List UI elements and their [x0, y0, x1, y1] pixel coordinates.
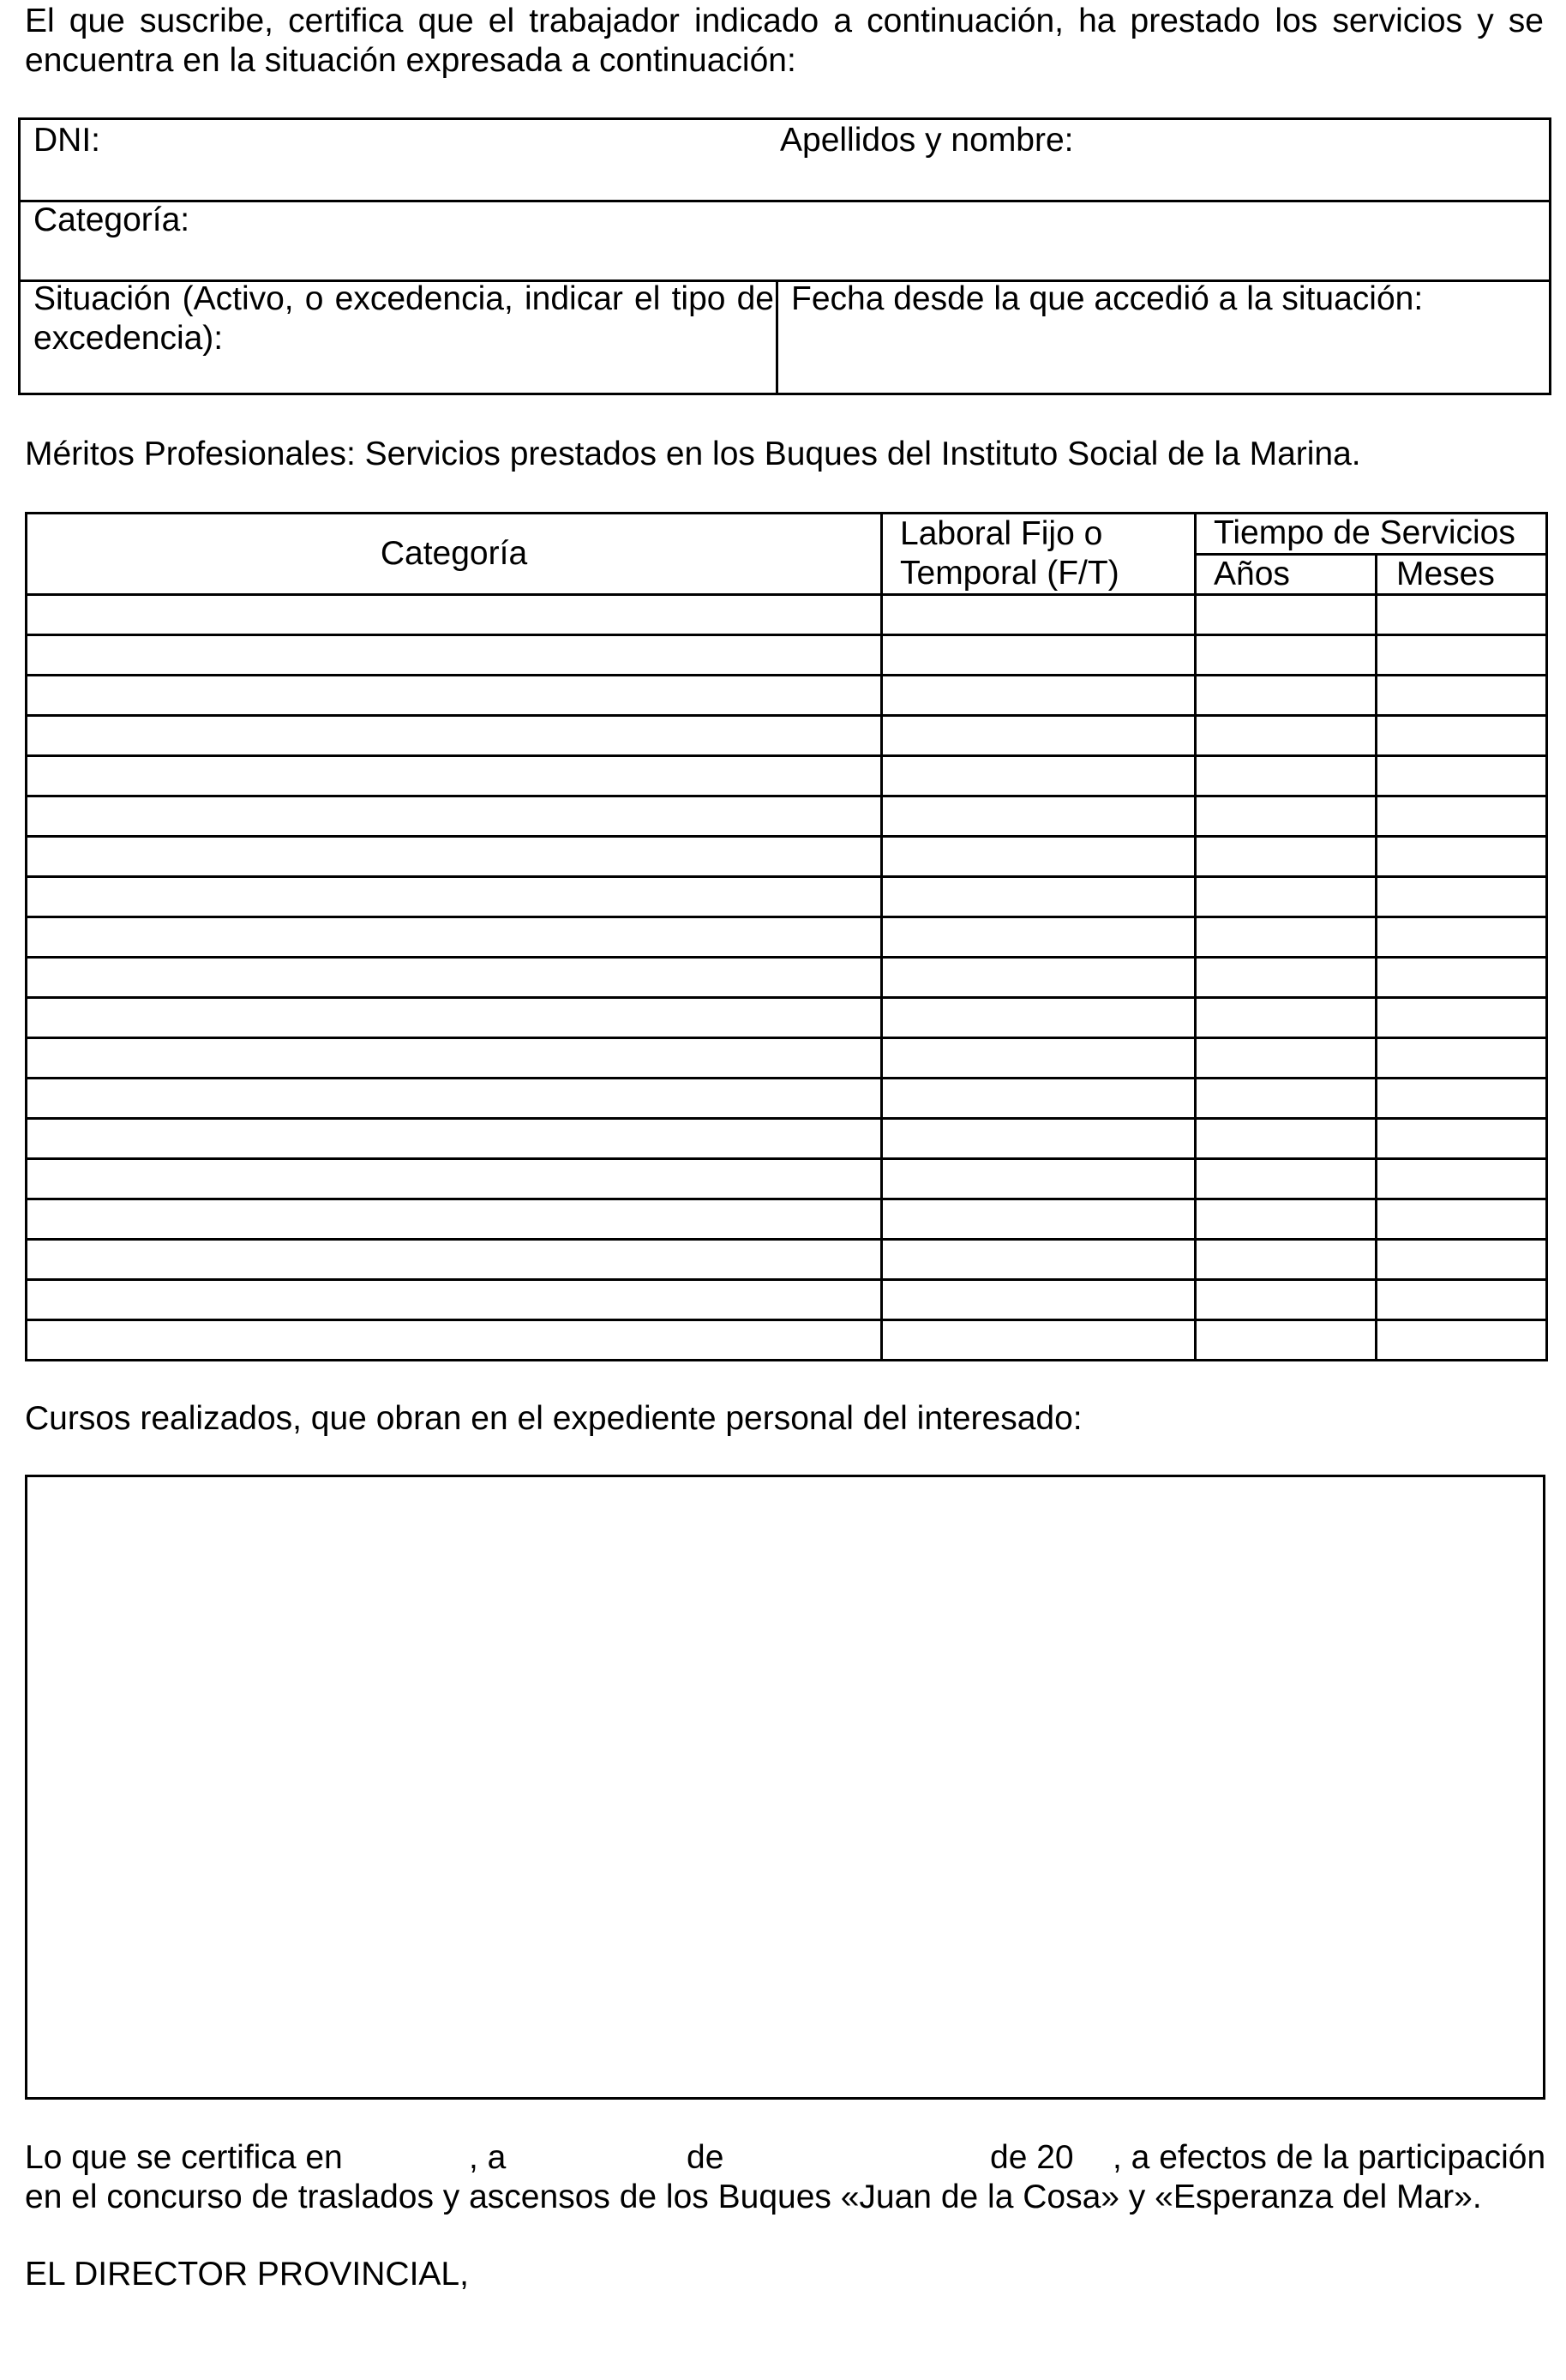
cell-months[interactable]: [1377, 917, 1547, 958]
cell-months[interactable]: [1377, 595, 1547, 635]
cell-years[interactable]: [1196, 917, 1377, 958]
situation-divider: [776, 279, 778, 393]
cell-contract-type[interactable]: [882, 1199, 1196, 1240]
cell-contract-type[interactable]: [882, 998, 1196, 1038]
cell-months[interactable]: [1377, 1240, 1547, 1280]
cell-contract-type[interactable]: [882, 635, 1196, 676]
closing-line-1: [25, 2138, 1545, 2178]
cell-months[interactable]: [1377, 1079, 1547, 1119]
table-row: [27, 998, 1547, 1038]
table-row: [27, 595, 1547, 635]
cell-contract-type[interactable]: [882, 958, 1196, 998]
closing-year-text: de 20: [990, 2139, 1074, 2176]
cell-years[interactable]: [1196, 716, 1377, 756]
cell-years[interactable]: [1196, 998, 1377, 1038]
table-row: [27, 1199, 1547, 1240]
table-row: [27, 756, 1547, 796]
table-row: [27, 1159, 1547, 1199]
cell-years[interactable]: [1196, 1079, 1377, 1119]
cell-months[interactable]: [1377, 1159, 1547, 1199]
merits-title: Méritos Profesionales: Servicios prestados en los Buques del Instituto Social de la Marina.: [25, 436, 1361, 472]
cell-category[interactable]: [27, 1280, 882, 1320]
table-row: [27, 1280, 1547, 1320]
cell-months[interactable]: [1377, 998, 1547, 1038]
signature-title: EL DIRECTOR PROVINCIAL,: [25, 2256, 469, 2293]
cell-category[interactable]: [27, 796, 882, 837]
closing-month-text: de: [687, 2139, 724, 2176]
cell-category[interactable]: [27, 877, 882, 917]
cell-category[interactable]: [27, 998, 882, 1038]
situation-row: [21, 279, 1549, 393]
dni-field[interactable]: DNI:: [33, 122, 100, 159]
cell-contract-type[interactable]: [882, 716, 1196, 756]
table-row: [27, 635, 1547, 676]
cell-category[interactable]: [27, 1119, 882, 1159]
cell-years[interactable]: [1196, 595, 1377, 635]
cell-contract-type[interactable]: [882, 1280, 1196, 1320]
cell-category[interactable]: [27, 917, 882, 958]
cell-contract-type[interactable]: [882, 1320, 1196, 1361]
cell-category[interactable]: [27, 756, 882, 796]
merits-rows: [27, 595, 1547, 1361]
cell-contract-type[interactable]: [882, 676, 1196, 716]
cell-contract-type[interactable]: [882, 796, 1196, 837]
table-row: [27, 837, 1547, 877]
category-row: [21, 200, 1549, 282]
cell-years[interactable]: [1196, 1199, 1377, 1240]
header-service-time: Tiempo de Servicios: [1196, 514, 1547, 555]
header-category: Categoría: [27, 514, 882, 595]
cell-years[interactable]: [1196, 756, 1377, 796]
closing-place-text: Lo que se certifica en: [25, 2139, 343, 2176]
cell-years[interactable]: [1196, 676, 1377, 716]
cell-category[interactable]: [27, 837, 882, 877]
table-row: [27, 1119, 1547, 1159]
cell-category[interactable]: [27, 1038, 882, 1079]
situation-date-field[interactable]: Fecha desde la que accedió a la situación:: [791, 280, 1424, 317]
table-row: [27, 796, 1547, 837]
cell-contract-type[interactable]: [882, 1240, 1196, 1280]
cell-contract-type[interactable]: [882, 1119, 1196, 1159]
cell-months[interactable]: [1377, 676, 1547, 716]
cell-category[interactable]: [27, 676, 882, 716]
cell-category[interactable]: [27, 1240, 882, 1280]
cell-category[interactable]: [27, 635, 882, 676]
situation-field[interactable]: Situación (Activo, o excedencia, indicar el tipo de excedencia):: [33, 280, 774, 357]
cell-months[interactable]: [1377, 1280, 1547, 1320]
cell-months[interactable]: [1377, 837, 1547, 877]
cell-contract-type[interactable]: [882, 1159, 1196, 1199]
table-row: [27, 1240, 1547, 1280]
cell-months[interactable]: [1377, 1038, 1547, 1079]
cell-contract-type[interactable]: [882, 595, 1196, 635]
cell-contract-type[interactable]: [882, 837, 1196, 877]
cell-years[interactable]: [1196, 877, 1377, 917]
courses-title: Cursos realizados, que obran en el expediente personal del interesado:: [25, 1400, 1083, 1437]
header-contract-line1: Laboral Fijo o: [900, 515, 1103, 552]
cell-category[interactable]: [27, 1159, 882, 1199]
cell-contract-type[interactable]: [882, 877, 1196, 917]
cell-category[interactable]: [27, 1079, 882, 1119]
name-field[interactable]: Apellidos y nombre:: [780, 122, 1074, 159]
closing-day-text: , a: [469, 2139, 507, 2176]
cell-years[interactable]: [1196, 1038, 1377, 1079]
cell-contract-type[interactable]: [882, 917, 1196, 958]
cell-contract-type[interactable]: [882, 756, 1196, 796]
cell-months[interactable]: [1377, 877, 1547, 917]
category-field[interactable]: Categoría:: [33, 201, 190, 238]
merits-table: [25, 512, 1548, 1361]
table-row: [27, 877, 1547, 917]
cell-years[interactable]: [1196, 1280, 1377, 1320]
courses-box[interactable]: [25, 1475, 1545, 2100]
cell-months[interactable]: [1377, 756, 1547, 796]
header-contract-type: [882, 514, 1196, 595]
cell-months[interactable]: [1377, 1320, 1547, 1361]
cell-category[interactable]: [27, 1199, 882, 1240]
worker-identification-box: [18, 117, 1551, 395]
cell-years[interactable]: [1196, 1159, 1377, 1199]
cell-months[interactable]: [1377, 958, 1547, 998]
closing-line-2: en el concurso de traslados y ascensos de los Buques «Juan de la Cosa» y «Esperanza del Mar».: [25, 2179, 1482, 2215]
header-months: Meses: [1377, 554, 1547, 595]
cell-years[interactable]: [1196, 1320, 1377, 1361]
closing-statement: [25, 2138, 1545, 2217]
cell-contract-type[interactable]: [882, 1079, 1196, 1119]
table-row: [27, 1079, 1547, 1119]
table-row: [27, 716, 1547, 756]
table-row: [27, 1038, 1547, 1079]
cell-years[interactable]: [1196, 1119, 1377, 1159]
header-years: Años: [1196, 554, 1377, 595]
cell-months[interactable]: [1377, 796, 1547, 837]
table-row: [27, 676, 1547, 716]
cell-category[interactable]: [27, 595, 882, 635]
cell-years[interactable]: [1196, 1240, 1377, 1280]
cell-category[interactable]: [27, 716, 882, 756]
table-row: [27, 917, 1547, 958]
cell-years[interactable]: [1196, 796, 1377, 837]
cell-years[interactable]: [1196, 958, 1377, 998]
cell-contract-type[interactable]: [882, 1038, 1196, 1079]
header-contract-line2: Temporal (F/T): [900, 555, 1119, 592]
cell-months[interactable]: [1377, 635, 1547, 676]
table-row: [27, 958, 1547, 998]
closing-purpose-text: , a efectos de la participación: [1113, 2139, 1546, 2176]
cell-months[interactable]: [1377, 1119, 1547, 1159]
cell-category[interactable]: [27, 958, 882, 998]
cell-months[interactable]: [1377, 716, 1547, 756]
cell-category[interactable]: [27, 1320, 882, 1361]
intro-paragraph: El que suscribe, certifica que el trabajador indicado a continuación, ha prestado los servicios y se encuentra en la situación expresada a continuación:: [25, 3, 1544, 79]
cell-months[interactable]: [1377, 1199, 1547, 1240]
id-row: [21, 120, 1549, 202]
cell-years[interactable]: [1196, 837, 1377, 877]
cell-years[interactable]: [1196, 635, 1377, 676]
table-row: [27, 1320, 1547, 1361]
